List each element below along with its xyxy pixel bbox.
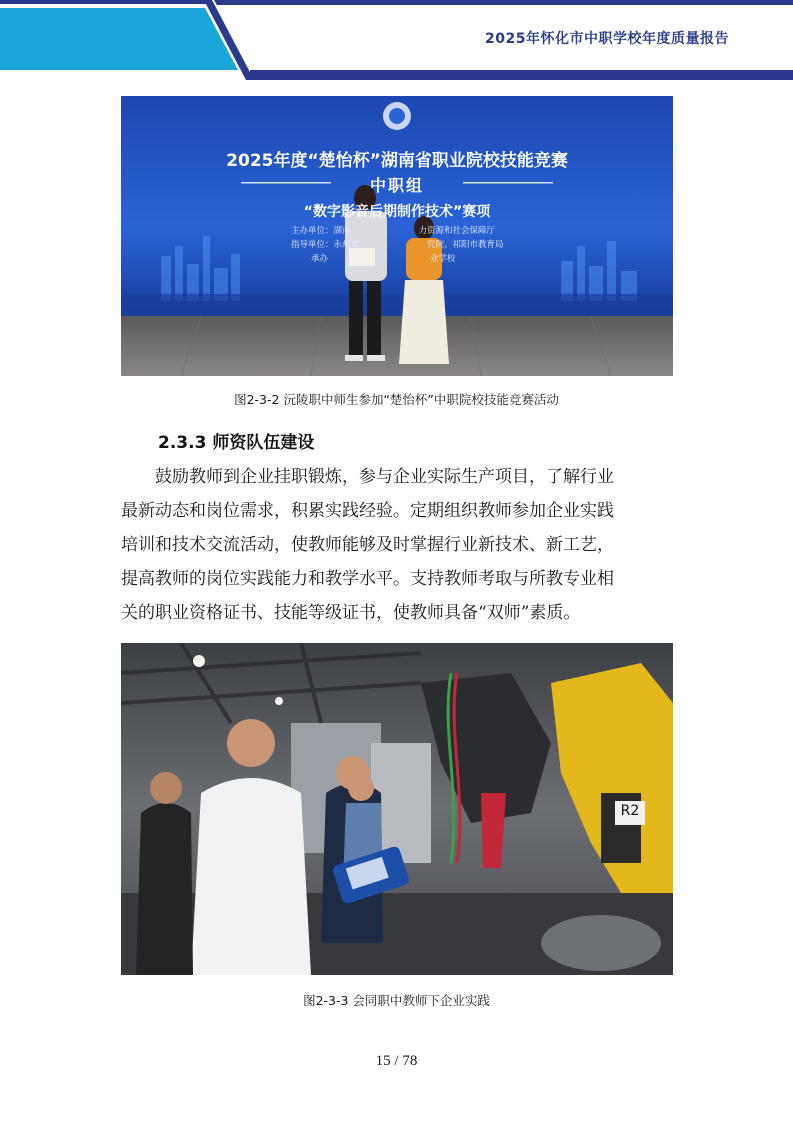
banner-host: 承办 业学校 bbox=[311, 254, 456, 264]
factory-photo bbox=[121, 643, 673, 975]
banner-guide: 指导单位：永州市 究院、祁阳市教育局 bbox=[291, 240, 504, 250]
section-heading: 2.3.3 师资队伍建设 bbox=[158, 433, 315, 453]
body-line: 培训和技术交流活动，使教师能够及时掌握行业新技术、新工艺， bbox=[121, 535, 614, 555]
body-line: 鼓励教师到企业挂职锻炼，参与企业实际生产项目，了解行业 bbox=[121, 467, 614, 487]
body-line: 关的职业资格证书、技能等级证书，使教师具备“双师”素质。 bbox=[121, 603, 581, 623]
page-header bbox=[0, 0, 793, 80]
banner-group: 中职组 bbox=[369, 176, 424, 195]
page-number: 15 / 78 bbox=[375, 1053, 418, 1069]
figure-caption-2: 图2-3-3 会同职中教师下企业实践 bbox=[303, 993, 490, 1008]
banner-event: “数字影音后期制作技术”赛项 bbox=[303, 204, 491, 220]
banner-organizer: 主办单位：湖南 力资源和社会保障厅 bbox=[291, 226, 496, 236]
body-line: 最新动态和岗位需求，积累实践经验。定期组织教师参加企业实践 bbox=[121, 501, 614, 521]
section-body bbox=[121, 460, 675, 630]
competition-photo bbox=[121, 96, 673, 376]
banner-title: 2025年度“楚怡杯”湖南省职业院校技能竞赛 bbox=[226, 151, 568, 171]
body-line: 提高教师的岗位实践能力和教学水平。支持教师考取与所教专业相 bbox=[121, 569, 614, 589]
header-title: 2025年怀化市中职学校年度质量报告 bbox=[485, 31, 729, 47]
robot-label: R2 bbox=[620, 803, 640, 819]
figure-caption-1: 图2-3-2 沅陵职中师生参加“楚怡杯”中职院校技能竞赛活动 bbox=[234, 392, 559, 407]
